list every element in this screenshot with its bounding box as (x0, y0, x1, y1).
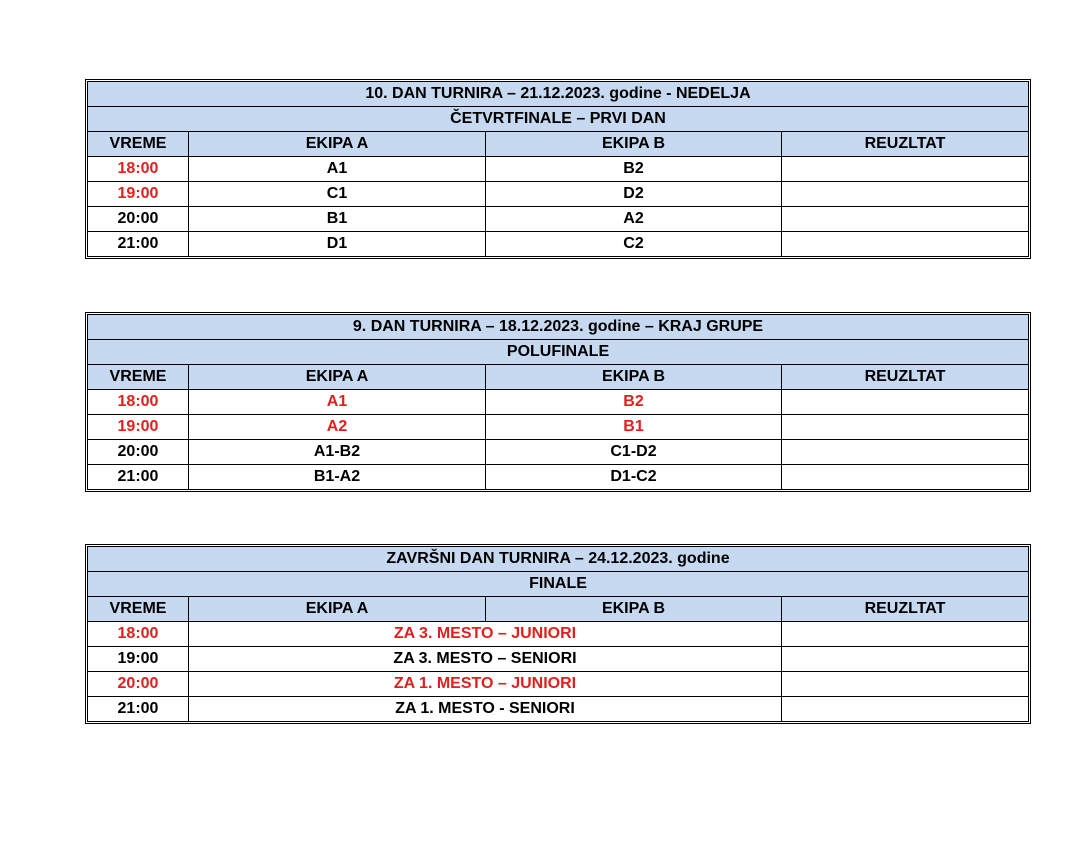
table-title: 10. DAN TURNIRA – 21.12.2023. godine - NEDELJA (88, 82, 1028, 107)
col-header-time: VREME (88, 365, 189, 390)
table-row (88, 647, 1028, 672)
match-time: 20:00 (88, 672, 189, 697)
col-header-result: REUZLTAT (782, 597, 1028, 622)
result-cell (782, 440, 1028, 465)
result-cell (782, 390, 1028, 415)
table-row (88, 157, 1028, 182)
table-row (88, 390, 1028, 415)
col-header-team-a: EKIPA A (189, 365, 486, 390)
result-cell (782, 232, 1028, 256)
team-a: A1-B2 (189, 440, 486, 465)
match-time: 20:00 (88, 440, 189, 465)
team-a: C1 (189, 182, 486, 207)
match-time: 19:00 (88, 415, 189, 440)
match-description: ZA 3. MESTO – JUNIORI (189, 622, 782, 647)
match-time: 19:00 (88, 647, 189, 672)
table-row (88, 465, 1028, 489)
col-header-time: VREME (88, 132, 189, 157)
team-b: B1 (486, 415, 782, 440)
col-header-team-b: EKIPA B (486, 597, 782, 622)
match-time: 18:00 (88, 390, 189, 415)
match-description: ZA 1. MESTO - SENIORI (189, 697, 782, 721)
col-header-team-a: EKIPA A (189, 132, 486, 157)
result-cell (782, 207, 1028, 232)
match-time: 18:00 (88, 622, 189, 647)
team-b: C2 (486, 232, 782, 256)
team-b: A2 (486, 207, 782, 232)
match-time: 21:00 (88, 465, 189, 489)
table-row (88, 440, 1028, 465)
team-a: D1 (189, 232, 486, 256)
schedule-table-final (87, 546, 1029, 722)
result-cell (782, 647, 1028, 672)
result-cell (782, 157, 1028, 182)
table-row (88, 182, 1028, 207)
table-row (88, 207, 1028, 232)
team-b: D2 (486, 182, 782, 207)
match-time: 19:00 (88, 182, 189, 207)
table-row (88, 232, 1028, 256)
match-description: ZA 1. MESTO – JUNIORI (189, 672, 782, 697)
team-a: A2 (189, 415, 486, 440)
match-time: 21:00 (88, 697, 189, 721)
result-cell (782, 697, 1028, 721)
match-time: 21:00 (88, 232, 189, 256)
team-b: C1-D2 (486, 440, 782, 465)
table-subtitle: POLUFINALE (88, 340, 1028, 365)
table-subtitle: FINALE (88, 572, 1028, 597)
table-row (88, 697, 1028, 721)
result-cell (782, 182, 1028, 207)
result-cell (782, 465, 1028, 489)
col-header-time: VREME (88, 597, 189, 622)
team-b: B2 (486, 390, 782, 415)
schedule-table-quarterfinal (87, 81, 1029, 257)
col-header-result: REUZLTAT (782, 365, 1028, 390)
match-time: 18:00 (88, 157, 189, 182)
team-b: D1-C2 (486, 465, 782, 489)
team-b: B2 (486, 157, 782, 182)
col-header-team-a: EKIPA A (189, 597, 486, 622)
table-row (88, 672, 1028, 697)
team-a: A1 (189, 390, 486, 415)
team-a: B1-A2 (189, 465, 486, 489)
team-a: A1 (189, 157, 486, 182)
table-subtitle: ČETVRTFINALE – PRVI DAN (88, 107, 1028, 132)
col-header-result: REUZLTAT (782, 132, 1028, 157)
schedule-table-semifinal (87, 314, 1029, 490)
col-header-team-b: EKIPA B (486, 132, 782, 157)
result-cell (782, 622, 1028, 647)
match-time: 20:00 (88, 207, 189, 232)
col-header-team-b: EKIPA B (486, 365, 782, 390)
result-cell (782, 672, 1028, 697)
team-a: B1 (189, 207, 486, 232)
match-description: ZA 3. MESTO – SENIORI (189, 647, 782, 672)
table-row (88, 622, 1028, 647)
result-cell (782, 415, 1028, 440)
table-title: ZAVRŠNI DAN TURNIRA – 24.12.2023. godine (88, 547, 1028, 572)
table-title: 9. DAN TURNIRA – 18.12.2023. godine – KRAJ GRUPE (88, 315, 1028, 340)
table-row (88, 415, 1028, 440)
